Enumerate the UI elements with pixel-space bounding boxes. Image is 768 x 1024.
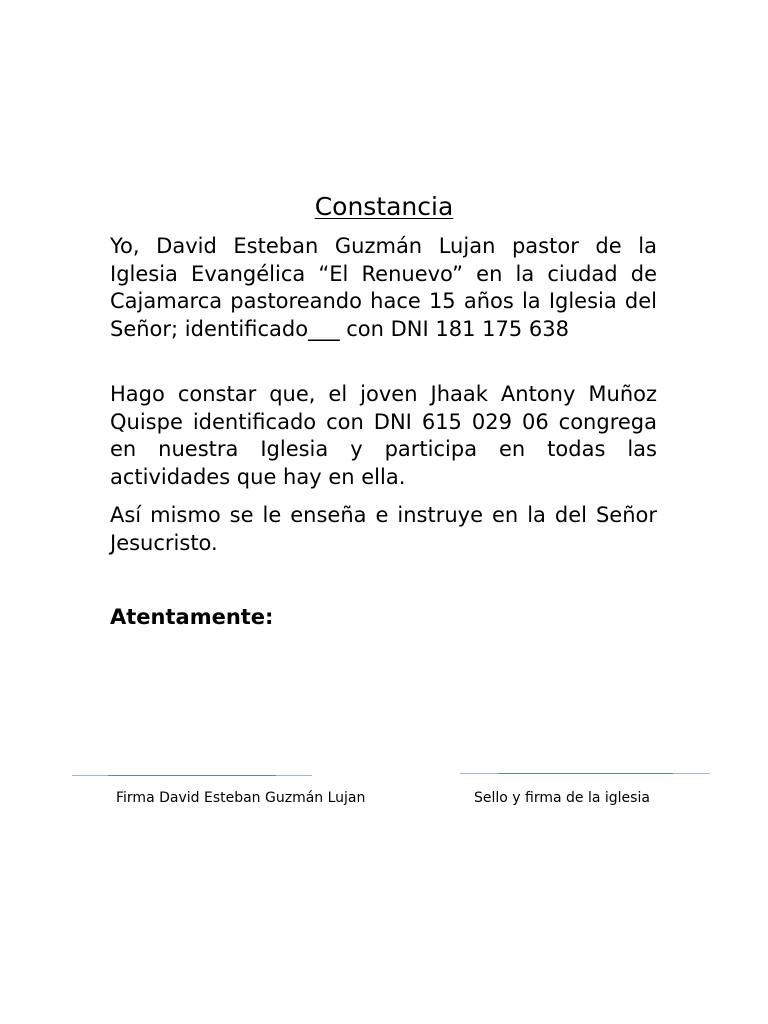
paragraph-declaration: Yo, David Esteban Guzmán Lujan pastor de la Iglesia Evangélica “El Renuevo” en la ciudad de Cajamarca pastoreando hace 15 años la Iglesia del Señor; identificado___ con DNI 181 175 638 <box>110 234 657 341</box>
signature-label-church: Sello y firma de la iglesia <box>474 790 650 806</box>
signature-line-pastor <box>72 775 312 776</box>
document-title: Constancia <box>314 192 454 221</box>
paragraph-instruction: Así mismo se le enseña e instruye en la del Señor Jesucristo. <box>110 503 657 555</box>
signature-label-pastor: Firma David Esteban Guzmán Lujan <box>116 790 366 806</box>
closing-salutation: Atentamente: <box>110 605 274 629</box>
paragraph-certification: Hago constar que, el joven Jhaak Antony Muñoz Quispe identificado con DNI 615 029 06 congrega en nuestra Iglesia y participa en todas las actividades que hay en ella. <box>110 382 657 489</box>
signature-line-church <box>460 773 710 774</box>
